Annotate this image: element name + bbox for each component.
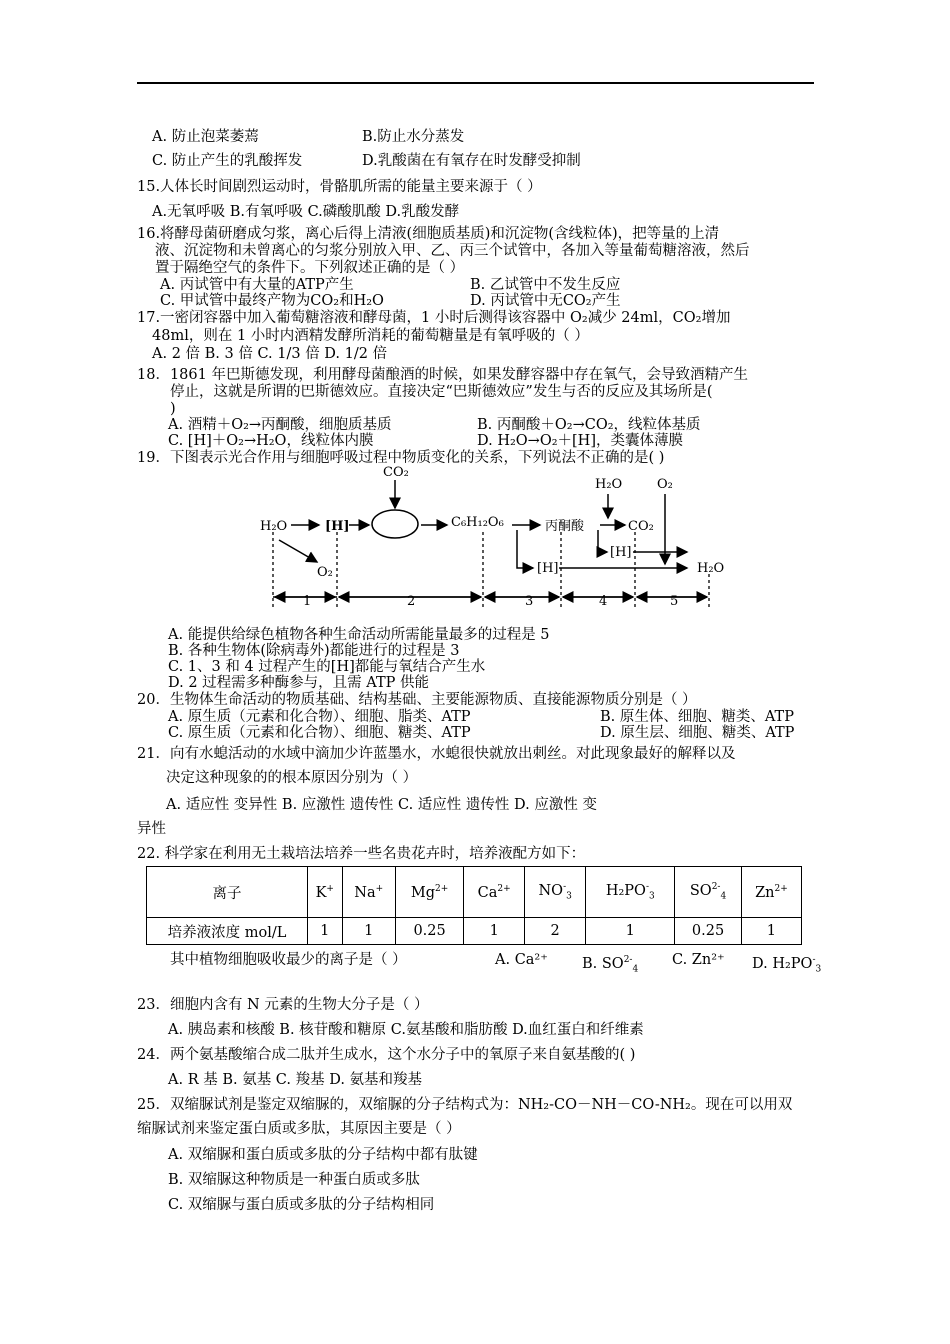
table-header-row	[147, 867, 802, 918]
label-h2o-left: H₂O	[260, 519, 288, 534]
table-value-row	[147, 918, 802, 945]
label-h2o-top: H₂O	[595, 477, 623, 492]
label-h2o-right: H₂O	[697, 561, 725, 576]
q18-option-d: D. H₂O→O₂＋[H]，类囊体薄膜	[477, 433, 683, 449]
metabolism-diagram	[255, 462, 725, 612]
ion-no3: $NO^-_3$	[525, 867, 586, 918]
ion-table	[146, 866, 802, 945]
q22-question: 其中植物细胞吸收最少的离子是（ ）	[170, 952, 407, 968]
q18-option-c: C. [H]＋O₂→H₂O，线粒体内膜	[168, 433, 374, 449]
table-cell: 2	[525, 918, 586, 945]
q20-option-b: B. 原生体、细胞、糖类、ATP	[600, 709, 794, 725]
q25-line2: 缩脲试剂来鉴定蛋白质或多肽，其原因主要是（ ）	[137, 1121, 461, 1137]
q16-option-d: D. 丙试管中无CO₂产生	[470, 293, 621, 309]
stage-label-3: 3	[525, 594, 534, 609]
q15-stem: 15.人体长时间剧烈运动时，骨骼肌所需的能量主要来源于（ ）	[137, 179, 542, 195]
value-label: 培养液浓度 mol/L	[147, 918, 308, 945]
ion-na: Na+	[342, 867, 395, 918]
stage-label-5: 5	[670, 594, 679, 609]
q16-line3: 置于隔绝空气的条件下。下列叙述正确的是（ ）	[155, 260, 465, 276]
ion-k: K+	[308, 867, 343, 918]
header-rule	[137, 82, 814, 84]
q19-option-a: A. 能提供给绿色植物各种生命活动所需能量最多的过程是 5	[168, 627, 550, 643]
table-cell: 1	[308, 918, 343, 945]
table-cell: 0.25	[395, 918, 464, 945]
ion-h2po3: $H_2PO^-_3$	[586, 867, 675, 918]
q19-option-c: C. 1、3 和 4 过程产生的[H]都能与氧结合产生水	[168, 659, 486, 675]
q24-options: A. R 基 B. 氨基 C. 羧基 D. 氨基和羧基	[168, 1072, 423, 1088]
ion-mg: $Mg^{2+}$	[395, 867, 464, 918]
label-h-1: [H]	[325, 519, 350, 534]
q16-option-c: C. 甲试管中最终产物为CO₂和H₂O	[160, 293, 384, 309]
q16-option-b: B. 乙试管中不发生反应	[470, 277, 621, 293]
table-cell: 1	[586, 918, 675, 945]
q25-option-b: B. 双缩脲这种物质是一种蛋白质或多肽	[168, 1172, 420, 1188]
option-c: C. 防止产生的乳酸挥发	[152, 153, 303, 169]
arrow-to-o2	[279, 540, 317, 562]
q17-line2: 48ml，则在 1 小时内酒精发酵所消耗的葡萄糖量是有氧呼吸的（ ）	[152, 328, 589, 344]
q18-line3: )	[170, 401, 176, 417]
q21-line2: 决定这种现象的的根本原因分别为（ ）	[166, 770, 418, 786]
q18-option-a: A. 酒精＋O₂→丙酮酸，细胞质基质	[168, 417, 392, 433]
label-h-3: [H]	[537, 561, 559, 576]
q25-line1: 25．双缩脲试剂是鉴定双缩脲的，双缩脲的分子结构式为：NH₂-CO－NH－CO-NH₂。现在可以用双	[137, 1097, 793, 1113]
stage-label-2: 2	[407, 594, 416, 609]
q23-options: A. 胰岛素和核酸 B. 核苷酸和糖原 C.氨基酸和脂肪酸 D.血红蛋白和纤维素	[168, 1022, 644, 1038]
q24-stem: 24．两个氨基酸缩合成二肽并生成水，这个水分子中的氧原子来自氨基酸的( )	[137, 1047, 636, 1063]
label-co2-right: CO₂	[628, 519, 654, 534]
stage-label-4: 4	[599, 594, 608, 609]
q25-option-c: C. 双缩脲与蛋白质或多肽的分子结构相同	[168, 1197, 435, 1213]
option-b: B.防止水分蒸发	[362, 129, 465, 145]
option-d: D.乳酸菌在有氧存在时发酵受抑制	[362, 153, 581, 169]
q18-option-b: B. 丙酮酸＋O₂→CO₂，线粒体基质	[477, 417, 701, 433]
q22-option-b: B. $SO^{2-}_4$	[582, 955, 639, 975]
q23-stem: 23．细胞内含有 N 元素的生物大分子是（ ）	[137, 997, 429, 1013]
q20-option-d: D. 原生层、细胞、糖类、ATP	[600, 725, 795, 741]
q22-option-d: D. $H_2PO^-_3$	[752, 955, 822, 975]
ion-so4: $SO^{2-}_4$	[675, 867, 742, 918]
q19-option-b: B. 各种生物体(除病毒外)都能进行的过程是 3	[168, 643, 460, 659]
label-h-2: [H]	[610, 545, 632, 560]
label-co2-top: CO₂	[383, 465, 409, 480]
arrow-to-h-3	[517, 530, 533, 568]
table-cell: 0.25	[675, 918, 742, 945]
q19-option-d: D. 2 过程需多种酶参与，且需 ATP 供能	[168, 675, 429, 691]
table-cell: 1	[464, 918, 525, 945]
label-o2-top: O₂	[657, 477, 673, 492]
q17-line1: 17.一密闭容器中加入葡萄糖溶液和酵母菌，1 小时后测得该容器中 O₂减少 24ml，CO₂增加	[137, 310, 731, 326]
option-a: A. 防止泡菜萎蔫	[152, 129, 259, 145]
q18-line2: 停止，这就是所谓的巴斯德效应。直接决定“巴斯德效应”发生与否的反应及其场所是(	[170, 384, 713, 400]
table-cell: 1	[342, 918, 395, 945]
q20-option-c: C. 原生质（元素和化合物）、细胞、糖类、ATP	[168, 725, 471, 741]
ion-zn: $Zn^{2+}$	[741, 867, 801, 918]
table-cell: 1	[741, 918, 801, 945]
q22-option-c: C. Zn²⁺	[672, 952, 725, 968]
q18-line1: 18．1861 年巴斯德发现，利用酵母菌酿酒的时候，如果发酵容器中存在氧气，会导致酒精产生	[137, 367, 748, 383]
q21-options: A. 适应性 变异性 B. 应激性 遗传性 C. 适应性 遗传性 D. 应激性 变	[166, 797, 597, 813]
q20-stem: 20．生物体生命活动的物质基础、结构基础、主要能源物质、直接能源物质分别是（ ）	[137, 692, 697, 708]
q22-option-a: A. Ca²⁺	[495, 952, 548, 968]
q16-line2: 液、沉淀物和未曾离心的匀浆分别放入甲、乙、丙三个试管中，各加入等量葡萄糖溶液，然后	[155, 243, 750, 259]
q17-options: A. 2 倍 B. 3 倍 C. 1/3 倍 D. 1/2 倍	[152, 346, 388, 362]
q20-option-a: A. 原生质（元素和化合物）、细胞、脂类、ATP	[168, 709, 471, 725]
q25-option-a: A. 双缩脲和蛋白质或多肽的分子结构中都有肽键	[168, 1147, 478, 1163]
q21-line1: 21．向有水螅活动的水域中滴加少许蓝墨水，水螅很快就放出刺丝。对此现象最好的解释以及	[137, 746, 736, 762]
q15-options: A.无氧呼吸 B.有氧呼吸 C.磷酸肌酸 D.乳酸发酵	[152, 204, 460, 220]
q22-stem: 22. 科学家在利用无土栽培法培养一些名贵花卉时，培养液配方如下：	[137, 846, 586, 862]
cycle-ellipse	[372, 510, 418, 538]
q19-stem: 19．下图表示光合作用与细胞呼吸过程中物质变化的关系，下列说法不正确的是( )	[137, 450, 665, 466]
label-glucose: C₆H₁₂O₆	[451, 515, 504, 530]
label-o2-left: O₂	[317, 565, 333, 580]
ion-ca: $Ca^{2+}$	[464, 867, 525, 918]
stage-label-1: 1	[303, 594, 312, 609]
q16-option-a: A. 丙试管中有大量的ATP产生	[160, 277, 354, 293]
header-label: 离子	[147, 867, 308, 918]
q21-wrap: 异性	[137, 821, 166, 837]
arrow-to-h-2	[598, 530, 607, 552]
q16-line1: 16.将酵母菌研磨成匀浆，离心后得上清液(细胞质基质)和沉淀物(含线粒体)，把等量的上清	[137, 226, 720, 242]
label-pyruvate: 丙酮酸	[545, 519, 585, 534]
